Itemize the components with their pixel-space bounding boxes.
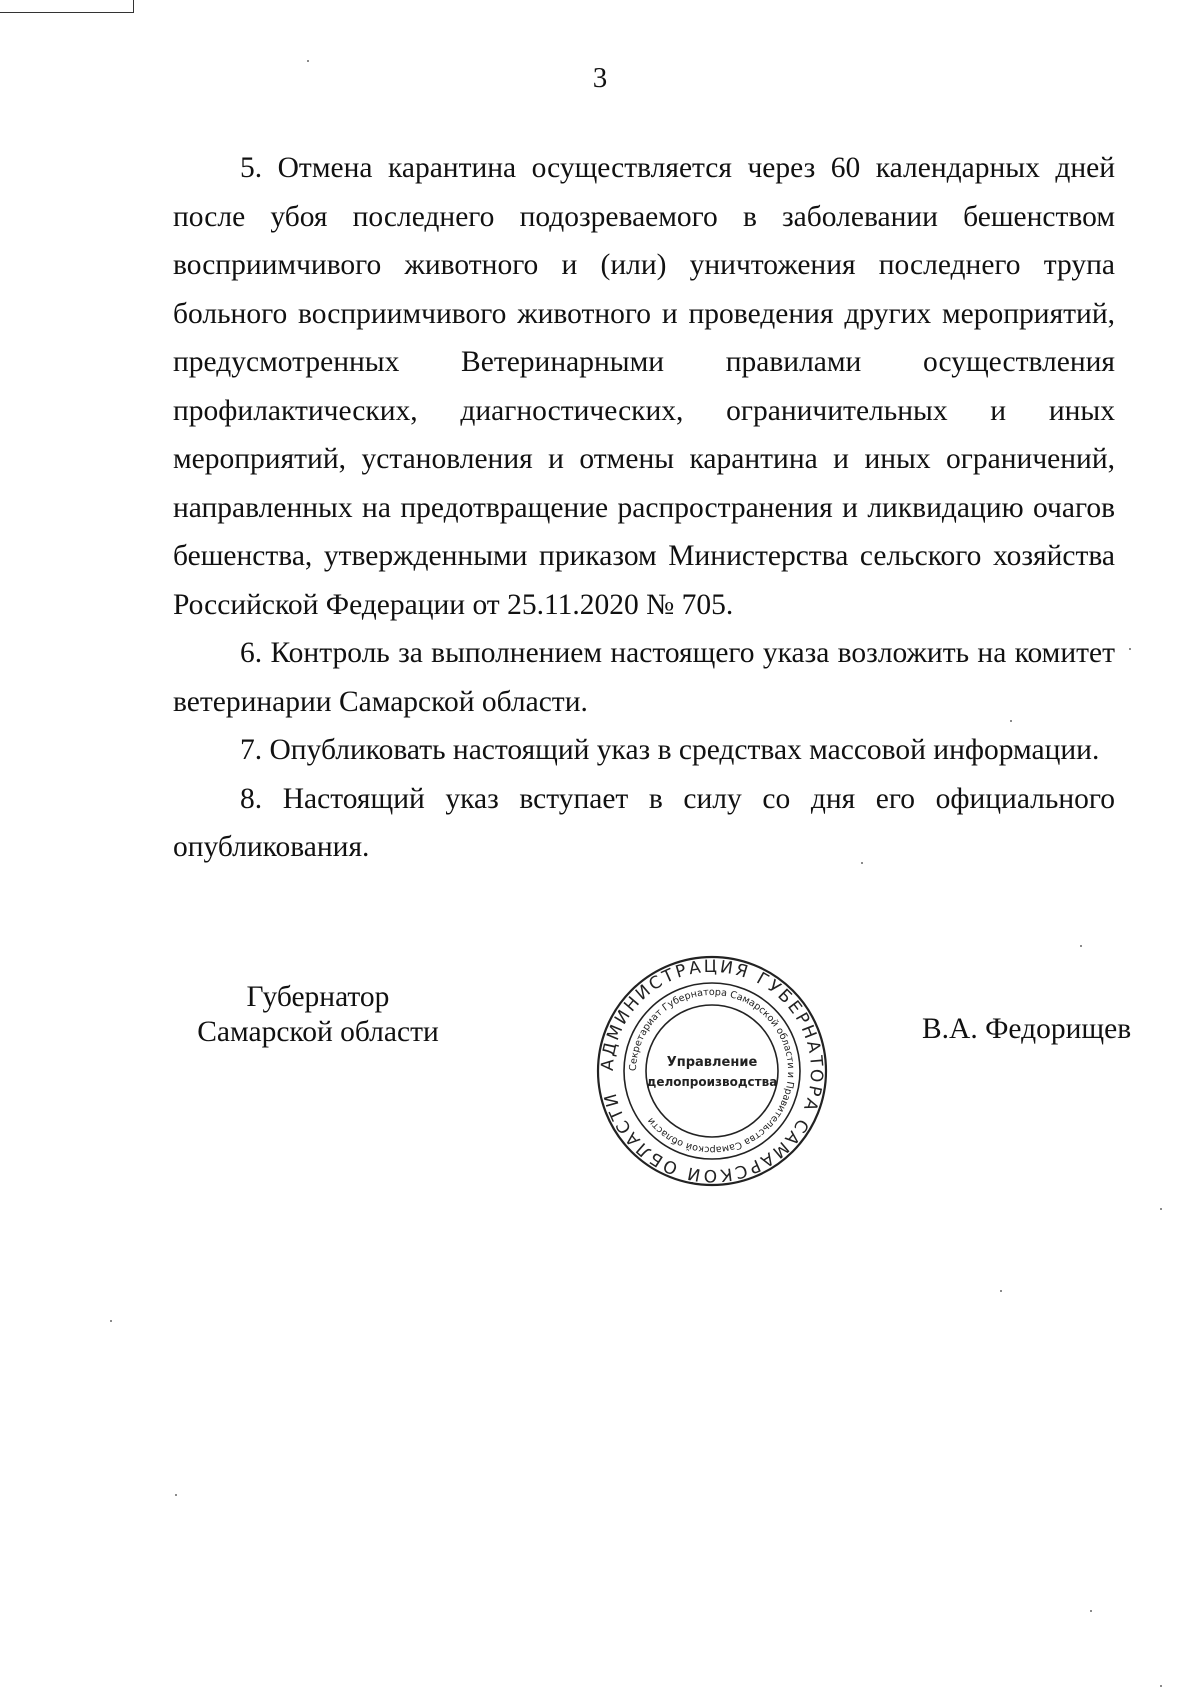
scan-corner-mark xyxy=(0,0,134,13)
decree-body xyxy=(173,144,1115,872)
scan-speck xyxy=(1129,648,1131,650)
paragraph-8: 8. Настоящий указ вступает в силу со дня его официального опубликования. xyxy=(173,782,1115,863)
signatory-title-line2: Самарской области xyxy=(197,1016,439,1048)
seal-outer-text: АДМИНИСТРАЦИЯ ГУБЕРНАТОРА САМАРСКОЙ ОБЛАСТИ xyxy=(597,956,827,1186)
scan-speck xyxy=(175,1494,177,1496)
scan-speck xyxy=(1160,1208,1162,1210)
paragraph-5: 5. Отмена карантина осуществляется через 60 календарных дней после убоя последнего подозреваемого в заболевании бешенством восприимчивого животного и (или) уничтожения последнего трупа больного восприимчивого животного и проведения других мероприятий, предусмотренных Ветеринарными правилами осуществления профилактических, диагностических, ограничительных и иных мероприятий, установления и отмены карантина и иных ограничений, направленных на предотвращение распространения и ликвидацию очагов бешенства, утвержденными приказом Министерства сельского хозяйства Российской Федерации от 25.11.2020 № 705. xyxy=(173,152,1115,621)
scan-speck xyxy=(1160,1685,1162,1687)
seal-center-line2: делопроизводства xyxy=(646,1075,778,1089)
signatory-title xyxy=(188,980,448,1050)
scan-speck xyxy=(307,60,309,62)
seal-inner-ring xyxy=(646,1005,778,1137)
svg-text:Секретариат Губернатора Самарс xyxy=(628,987,796,1155)
official-seal xyxy=(594,953,830,1189)
scan-speck xyxy=(1010,720,1012,722)
signatory-title-line1: Губернатор xyxy=(246,981,390,1013)
scan-speck xyxy=(1090,1610,1092,1612)
paragraph-7: 7. Опубликовать настоящий указ в средствах массовой информации. xyxy=(240,734,1100,766)
seal-middle-ring xyxy=(624,983,800,1159)
signatory-name: В.А. Федорищев xyxy=(922,1013,1132,1045)
paragraph-6: 6. Контроль за выполнением настоящего указа возложить на комитет ветеринарии Самарской области. xyxy=(173,637,1115,718)
seal-ring-text: Секретариат Губернатора Самарской области и Правительства Самарской области xyxy=(627,986,797,1156)
scan-speck xyxy=(1080,945,1082,947)
scan-speck xyxy=(861,862,863,864)
page-number: 3 xyxy=(592,62,608,94)
scan-speck xyxy=(1000,1290,1002,1292)
scan-speck xyxy=(110,1320,112,1322)
seal-center-line1: Управление xyxy=(666,1055,758,1070)
